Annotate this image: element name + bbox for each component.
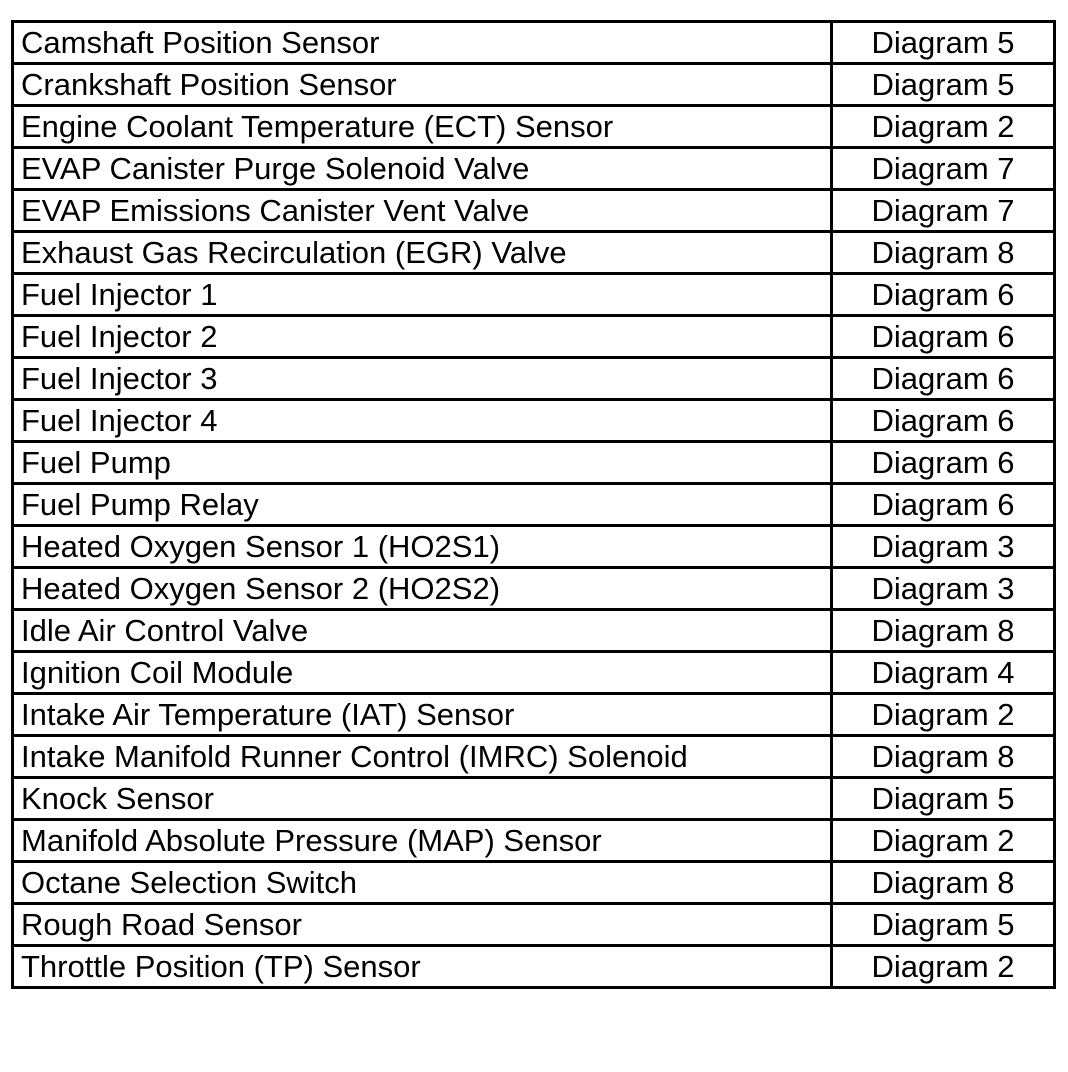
- table-row: [13, 652, 1055, 694]
- component-name-cell: Intake Air Temperature (IAT) Sensor: [13, 694, 832, 736]
- table-row: [13, 904, 1055, 946]
- diagram-reference-cell: Diagram 2: [832, 820, 1055, 862]
- component-name-cell: Camshaft Position Sensor: [13, 22, 832, 64]
- table-row: [13, 442, 1055, 484]
- diagram-reference-cell: Diagram 6: [832, 358, 1055, 400]
- table-row: [13, 190, 1055, 232]
- diagram-reference-cell: Diagram 2: [832, 946, 1055, 988]
- component-name-cell: Idle Air Control Valve: [13, 610, 832, 652]
- diagram-reference-cell: Diagram 5: [832, 778, 1055, 820]
- diagram-reference-cell: Diagram 2: [832, 694, 1055, 736]
- component-name-cell: Octane Selection Switch: [13, 862, 832, 904]
- table-row: [13, 358, 1055, 400]
- table-row: [13, 610, 1055, 652]
- table-row: [13, 820, 1055, 862]
- component-name-cell: Fuel Injector 3: [13, 358, 832, 400]
- table-row: [13, 526, 1055, 568]
- table-row: [13, 694, 1055, 736]
- table-row: [13, 400, 1055, 442]
- component-name-cell: Fuel Injector 2: [13, 316, 832, 358]
- diagram-reference-cell: Diagram 4: [832, 652, 1055, 694]
- table-row: [13, 232, 1055, 274]
- diagram-reference-cell: Diagram 6: [832, 316, 1055, 358]
- diagram-reference-cell: Diagram 6: [832, 442, 1055, 484]
- component-name-cell: Engine Coolant Temperature (ECT) Sensor: [13, 106, 832, 148]
- diagram-reference-cell: Diagram 5: [832, 22, 1055, 64]
- component-name-cell: EVAP Emissions Canister Vent Valve: [13, 190, 832, 232]
- component-name-cell: Crankshaft Position Sensor: [13, 64, 832, 106]
- component-name-cell: Intake Manifold Runner Control (IMRC) Solenoid: [13, 736, 832, 778]
- table-row: [13, 736, 1055, 778]
- diagram-reference-cell: Diagram 2: [832, 106, 1055, 148]
- table-row: [13, 22, 1055, 64]
- diagram-reference-cell: Diagram 8: [832, 232, 1055, 274]
- table-row: [13, 946, 1055, 988]
- table-row: [13, 568, 1055, 610]
- component-name-cell: Fuel Injector 4: [13, 400, 832, 442]
- table-row: [13, 484, 1055, 526]
- diagram-reference-cell: Diagram 3: [832, 526, 1055, 568]
- diagram-reference-cell: Diagram 3: [832, 568, 1055, 610]
- table-row: [13, 64, 1055, 106]
- component-name-cell: Heated Oxygen Sensor 2 (HO2S2): [13, 568, 832, 610]
- component-name-cell: Throttle Position (TP) Sensor: [13, 946, 832, 988]
- component-name-cell: Exhaust Gas Recirculation (EGR) Valve: [13, 232, 832, 274]
- component-name-cell: Fuel Pump Relay: [13, 484, 832, 526]
- diagram-reference-cell: Diagram 6: [832, 484, 1055, 526]
- diagram-reference-cell: Diagram 6: [832, 274, 1055, 316]
- component-diagram-table: [11, 20, 1056, 989]
- table-row: [13, 316, 1055, 358]
- component-name-cell: Rough Road Sensor: [13, 904, 832, 946]
- diagram-reference-cell: Diagram 8: [832, 610, 1055, 652]
- table-row: [13, 862, 1055, 904]
- diagram-reference-cell: Diagram 7: [832, 148, 1055, 190]
- component-name-cell: Manifold Absolute Pressure (MAP) Sensor: [13, 820, 832, 862]
- diagram-reference-cell: Diagram 8: [832, 862, 1055, 904]
- table-row: [13, 778, 1055, 820]
- component-name-cell: Heated Oxygen Sensor 1 (HO2S1): [13, 526, 832, 568]
- diagram-reference-cell: Diagram 5: [832, 64, 1055, 106]
- component-name-cell: Fuel Injector 1: [13, 274, 832, 316]
- table-body: [13, 22, 1055, 988]
- diagram-reference-cell: Diagram 6: [832, 400, 1055, 442]
- component-name-cell: Knock Sensor: [13, 778, 832, 820]
- table-row: [13, 274, 1055, 316]
- component-name-cell: EVAP Canister Purge Solenoid Valve: [13, 148, 832, 190]
- table-row: [13, 106, 1055, 148]
- diagram-reference-cell: Diagram 7: [832, 190, 1055, 232]
- diagram-reference-cell: Diagram 5: [832, 904, 1055, 946]
- diagram-reference-cell: Diagram 8: [832, 736, 1055, 778]
- component-name-cell: Fuel Pump: [13, 442, 832, 484]
- component-name-cell: Ignition Coil Module: [13, 652, 832, 694]
- table-row: [13, 148, 1055, 190]
